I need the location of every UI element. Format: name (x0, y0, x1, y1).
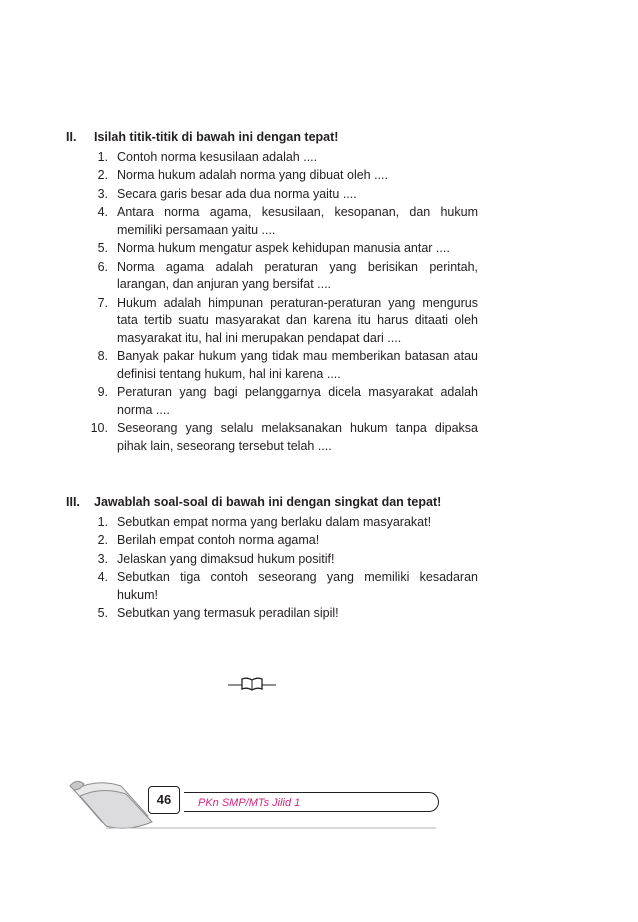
section-ii-title: Isilah titik-titik di bawah ini dengan tepat! (94, 130, 339, 144)
open-book-icon (228, 676, 276, 692)
page-number: 46 (148, 786, 180, 814)
section-iii (66, 494, 478, 624)
item-number: 8. (97, 349, 108, 363)
item-number: 4. (97, 570, 108, 584)
section-iii-numeral: III. (66, 495, 80, 509)
list-item (87, 240, 478, 258)
item-text: Norma hukum adalah norma yang dibuat oleh .... (117, 168, 388, 182)
item-text: Berilah empat contoh norma agama! (117, 533, 320, 547)
item-number: 1. (97, 514, 108, 529)
item-text: Jelaskan yang dimaksud hukum positif! (117, 551, 335, 566)
item-number: 3. (97, 551, 108, 566)
item-number: 3. (97, 186, 108, 201)
list-item (87, 295, 478, 348)
item-text: Peraturan yang bagi pelanggarnya dicela masyarakat adalah norma .... (117, 385, 478, 417)
item-number: 7. (97, 295, 108, 310)
list-item (87, 420, 478, 455)
list-item (87, 569, 478, 604)
item-number: 1. (97, 149, 108, 164)
list-item (87, 605, 478, 623)
list-item (87, 204, 478, 239)
item-text: Sebutkan tiga contoh seseorang yang memiliki kesadaran hukum! (117, 570, 478, 602)
item-text: Antara norma agama, kesusilaan, kesopanan, dan hukum memiliki persamaan yaitu .... (117, 205, 478, 237)
book-title: PKn SMP/MTs Jilid 1 (184, 792, 439, 812)
item-text: Secara garis besar ada dua norma yaitu .... (117, 186, 357, 201)
item-text: Norma agama adalah peraturan yang berisikan perintah, larangan, dan anjuran yang bersifat .... (117, 259, 478, 291)
item-number: 10. (90, 421, 108, 435)
list-item (87, 259, 478, 294)
item-number: 5. (97, 241, 108, 255)
item-text: Contoh norma kesusilaan adalah .... (117, 149, 318, 164)
section-ii-numeral: II. (66, 130, 77, 144)
item-number: 2. (97, 533, 108, 547)
section-ii-heading (66, 129, 478, 147)
item-number: 9. (97, 385, 108, 399)
item-text: Banyak pakar hukum yang tidak mau memberikan batasan atau definisi tentang hukum, hal ini karena .... (117, 349, 478, 381)
list-item (87, 186, 478, 204)
list-item (87, 149, 478, 167)
list-item (87, 167, 478, 185)
item-number: 2. (97, 168, 108, 182)
item-number: 5. (97, 606, 108, 620)
list-item (87, 514, 478, 532)
section-iii-title: Jawablah soal-soal di bawah ini dengan singkat dan tepat! (94, 495, 442, 509)
item-text: Norma hukum mengatur aspek kehidupan manusia antar .... (117, 241, 450, 255)
item-text: Seseorang yang selalu melaksanakan hukum tanpa dipaksa pihak lain, seseorang tersebut telah .... (117, 421, 478, 453)
section-ii (66, 129, 478, 456)
list-item (87, 532, 478, 550)
list-item (87, 348, 478, 383)
item-text: Sebutkan empat norma yang berlaku dalam masyarakat! (117, 514, 432, 529)
item-number: 6. (97, 259, 108, 274)
list-item (87, 551, 478, 569)
item-text: Hukum adalah himpunan peraturan-peraturan yang mengurus tata tertib suatu masyarakat dan karena itu harus ditaati oleh masyarakat itu, hal ini merupakan pendapat dari .... (117, 295, 478, 345)
list-item (87, 384, 478, 419)
section-iii-heading (66, 494, 478, 512)
item-text: Sebutkan yang termasuk peradilan sipil! (117, 606, 339, 620)
item-number: 4. (97, 205, 108, 219)
